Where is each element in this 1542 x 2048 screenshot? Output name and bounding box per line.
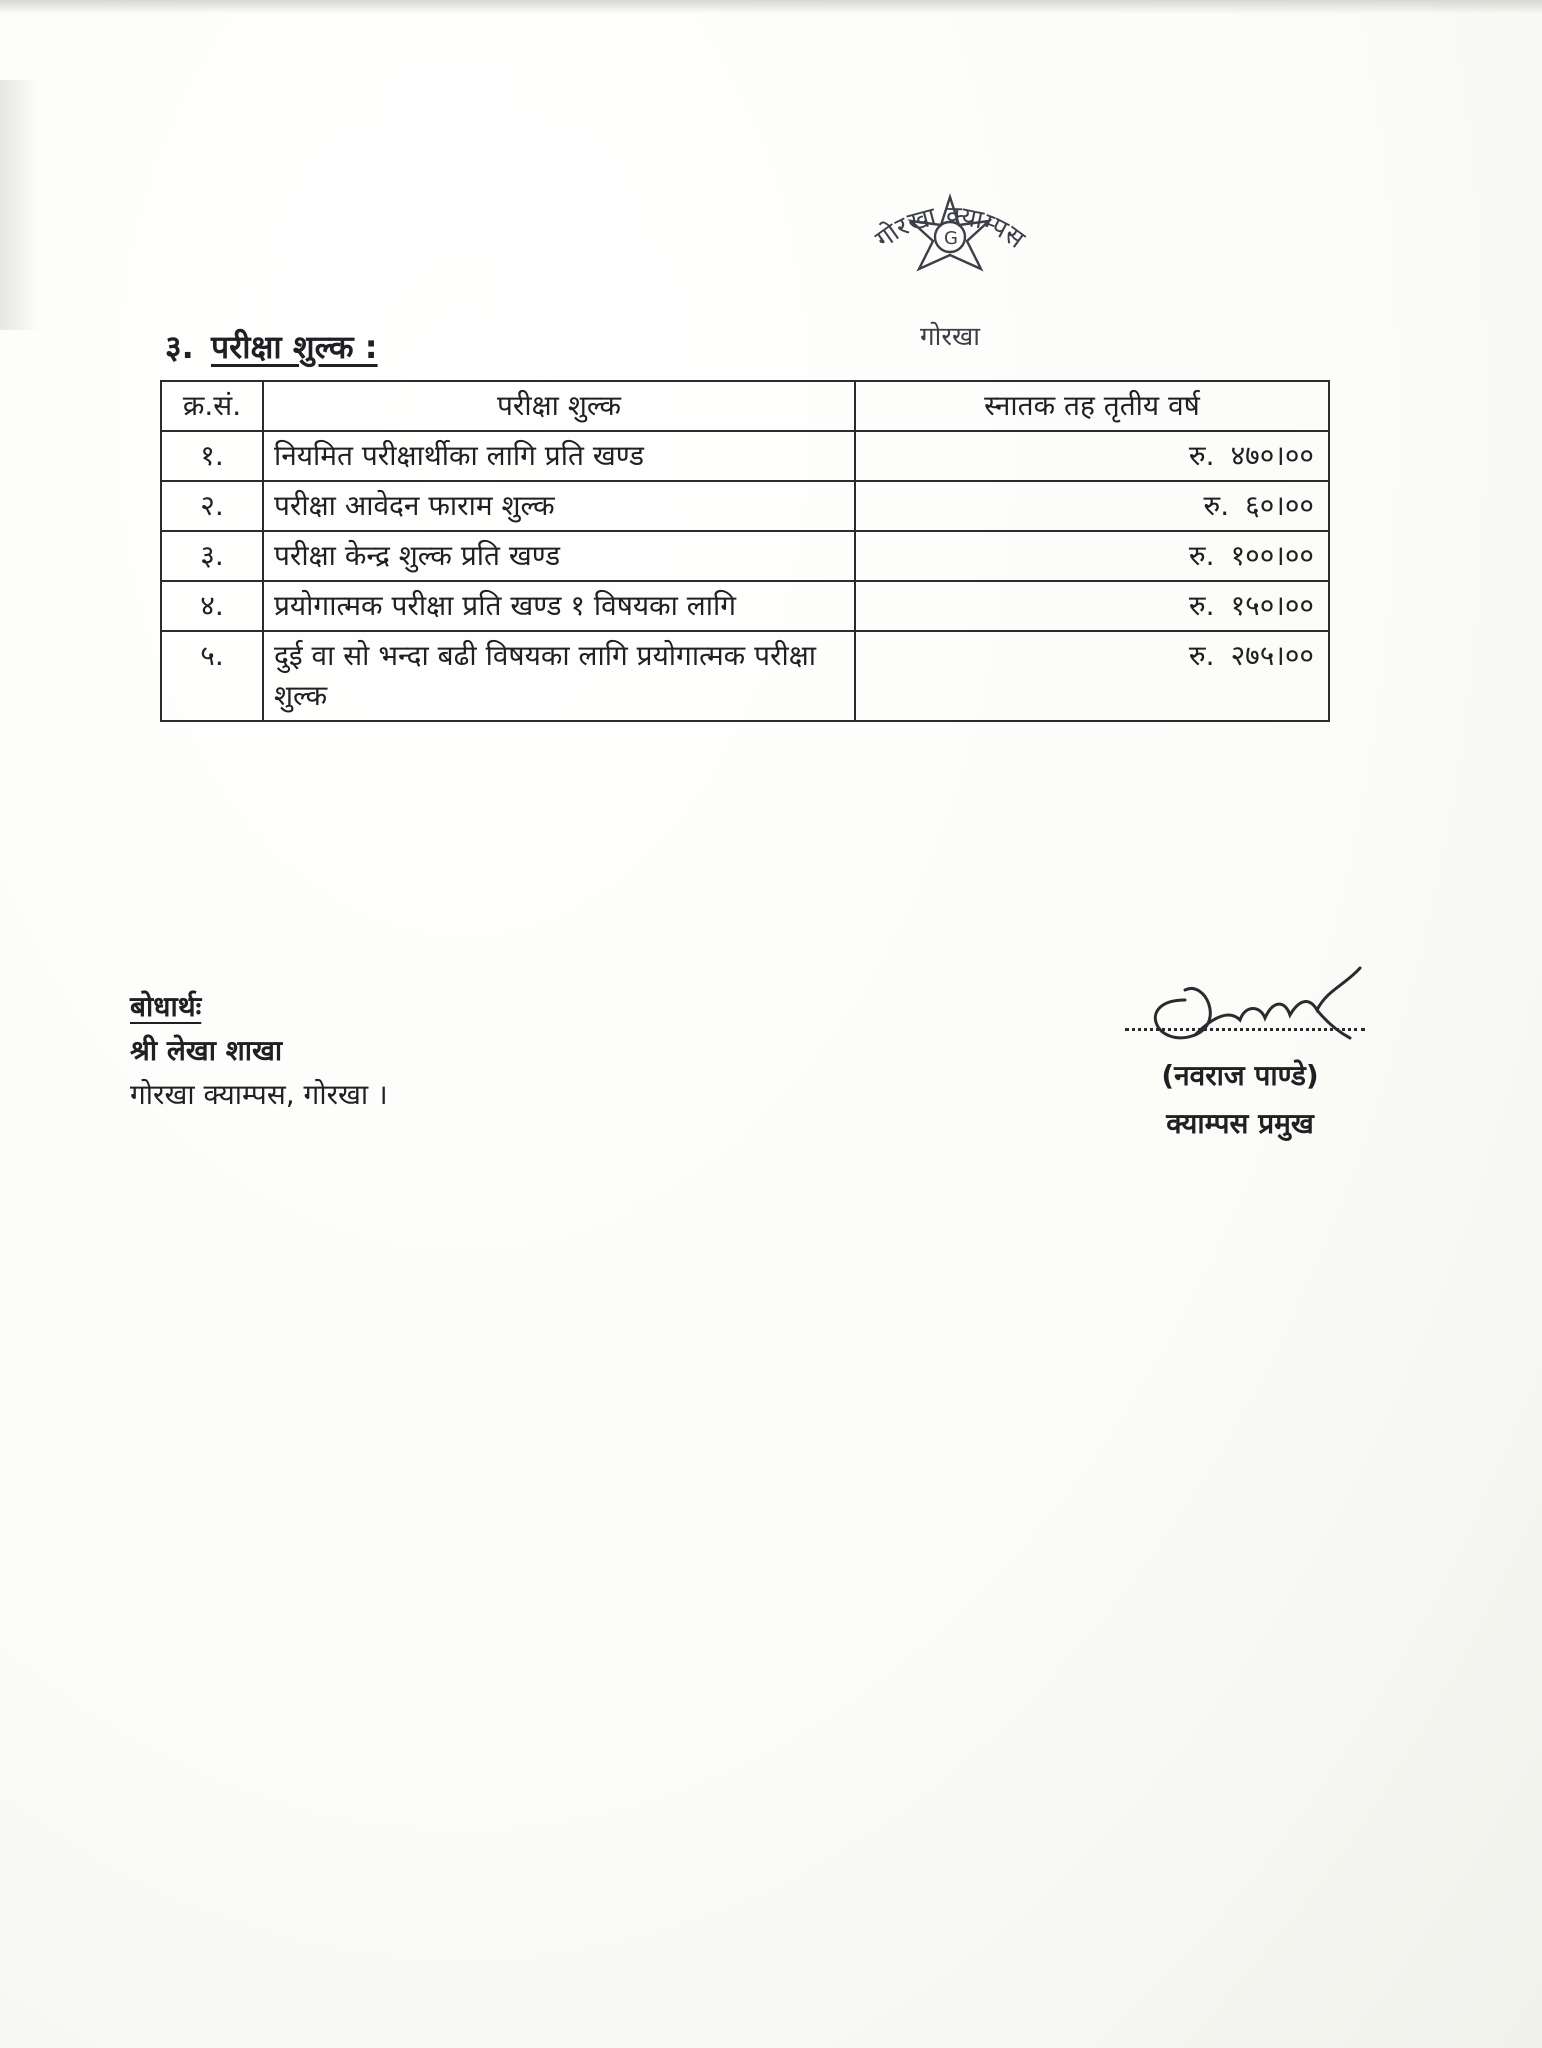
row-currency: रु. [1188, 439, 1215, 472]
row-serial-number: ५. [161, 631, 263, 721]
table-header-row [161, 381, 1329, 431]
seal-text-bottom: गोरखा [919, 322, 981, 352]
row-amount-cell [855, 531, 1329, 581]
row-amount: ६०।०० [1245, 489, 1314, 522]
row-currency: रु. [1188, 589, 1215, 622]
seal-star-icon [835, 185, 1065, 355]
table-row [161, 431, 1329, 481]
row-amount-cell [855, 431, 1329, 481]
row-description: प्रयोगात्मक परीक्षा प्रति खण्ड १ विषयका लागि [263, 581, 855, 631]
paper-top-edge [0, 0, 1542, 14]
cc-title: बोधार्थः [130, 990, 202, 1023]
row-description: दुई वा सो भन्दा बढी विषयका लागि प्रयोगात्मक परीक्षा शुल्क [263, 631, 855, 721]
section-number: ३. [165, 328, 194, 366]
table-row [161, 631, 1329, 721]
row-serial-number: १. [161, 431, 263, 481]
header-description: परीक्षा शुल्क [263, 381, 855, 431]
section-heading [165, 325, 378, 368]
row-currency: रु. [1188, 639, 1215, 672]
row-currency: रु. [1188, 539, 1215, 572]
section-title: परीक्षा शुल्क : [210, 328, 378, 366]
exam-fee-table [160, 380, 1330, 722]
header-amount: स्नातक तह तृतीय वर्ष [855, 381, 1329, 431]
row-amount-cell [855, 481, 1329, 531]
row-description: परीक्षा आवेदन फाराम शुल्क [263, 481, 855, 531]
handwritten-signature [1095, 960, 1385, 1050]
row-amount: १५०।०० [1230, 589, 1314, 622]
cc-recipient: श्री लेखा शाखा [130, 1034, 283, 1067]
signature-dotted-line [1125, 1028, 1365, 1031]
row-amount-cell [855, 581, 1329, 631]
table-row [161, 581, 1329, 631]
seal-center-letter: G [944, 228, 958, 249]
row-amount: २७५।०० [1230, 639, 1314, 672]
row-description: नियमित परीक्षार्थीका लागि प्रति खण्ड [263, 431, 855, 481]
row-amount-cell [855, 631, 1329, 721]
signature-block [1095, 960, 1385, 1142]
row-currency: रु. [1203, 489, 1230, 522]
campus-seal [835, 185, 1065, 355]
row-serial-number: २. [161, 481, 263, 531]
row-serial-number: ४. [161, 581, 263, 631]
signatory-role: क्याम्पस प्रमुख [1166, 1107, 1314, 1140]
row-serial-number: ३. [161, 531, 263, 581]
header-serial-number: क्र.सं. [161, 381, 263, 431]
signatory-name: (नवराज पाण्डे) [1161, 1059, 1319, 1092]
row-amount: ४७०।०० [1230, 439, 1314, 472]
cc-block [130, 985, 388, 1117]
row-description: परीक्षा केन्द्र शुल्क प्रति खण्ड [263, 531, 855, 581]
cc-address: गोरखा क्याम्पस, गोरखा । [130, 1078, 388, 1111]
row-amount: १००।०० [1230, 539, 1314, 572]
table-row [161, 531, 1329, 581]
seal-text-top: गोरखा क्याम्पस [870, 201, 1031, 255]
table-row [161, 481, 1329, 531]
paper-fold-shadow [0, 80, 40, 330]
